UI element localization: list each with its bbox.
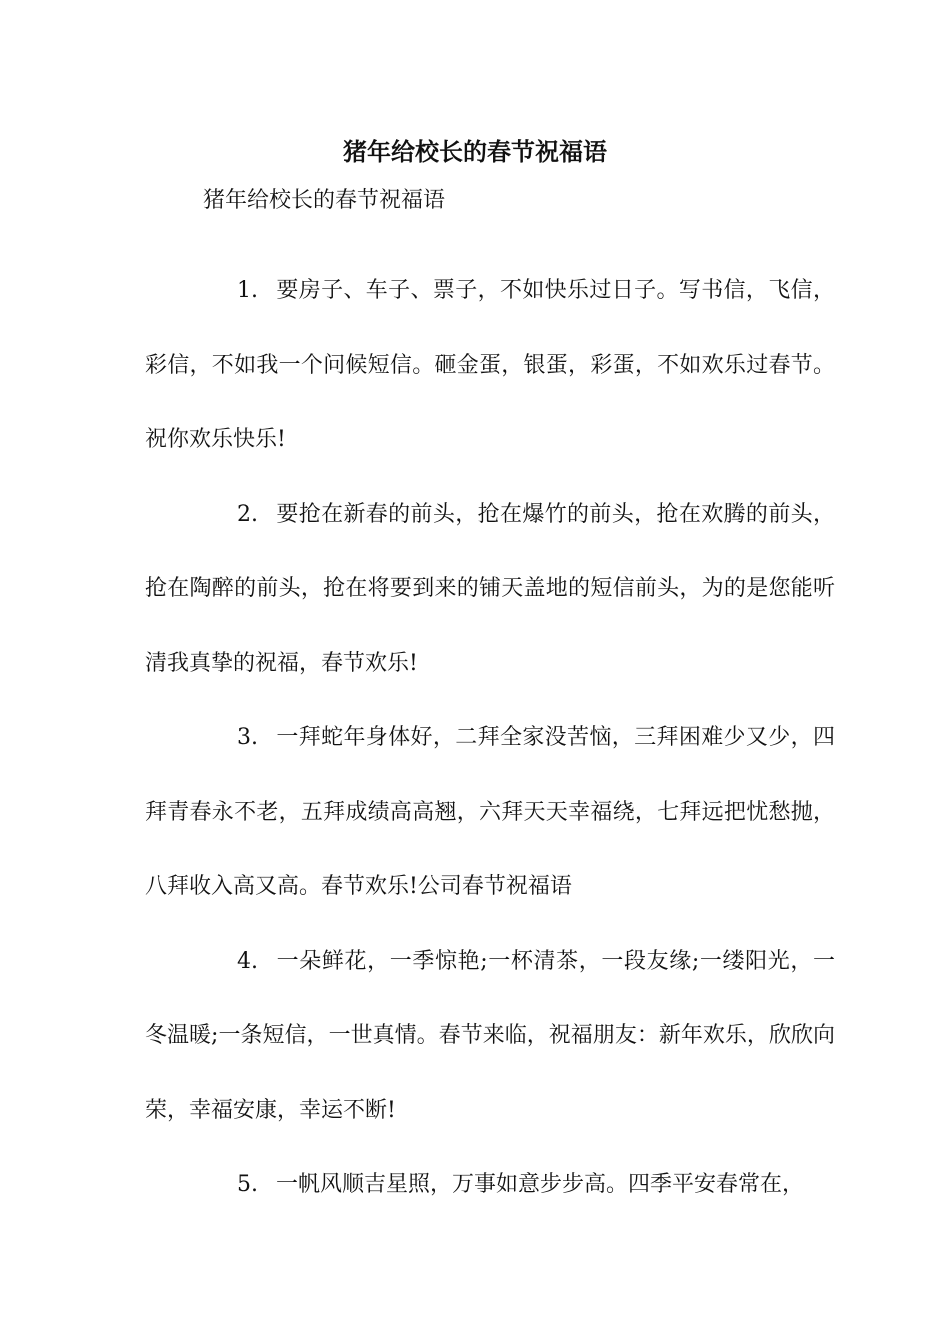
document-body [145, 254, 835, 1223]
paragraph-number: 3. [237, 725, 258, 750]
paragraph-number: 1. [237, 278, 258, 303]
paragraph-3 [145, 701, 835, 925]
paragraph-1 [145, 254, 835, 478]
paragraph-text: 一拜蛇年身体好，二拜全家没苦恼，三拜困难少又少，四拜青春永不老，五拜成绩高高翘，六拜天天幸福绕，七拜远把忧愁抛，八拜收入高又高。春节欢乐!公司春节祝福语 [145, 725, 835, 899]
document-title: 猪年给校长的春节祝福语 [343, 137, 607, 166]
document-subtitle: 猪年给校长的春节祝福语 [203, 188, 446, 213]
paragraph-text: 要抢在新春的前头，抢在爆竹的前头，抢在欢腾的前头，抢在陶醉的前头，抢在将要到来的铺天盖地的短信前头，为的是您能听清我真挚的祝福，春节欢乐! [145, 501, 835, 676]
paragraph-number: 4. [237, 948, 258, 974]
paragraph-number: 5. [237, 1172, 258, 1197]
paragraph-text: 要房子、车子、票子，不如快乐过日子。写书信，飞信，彩信，不如我一个问候短信。砸金蛋，银蛋，彩蛋，不如欢乐过春节。祝你欢乐快乐! [145, 278, 835, 452]
paragraph-number: 2. [237, 501, 258, 527]
paragraph-text: 一帆风顺吉星照，万事如意步步高。四季平安春常在， [276, 1172, 805, 1197]
paragraph-4 [145, 925, 835, 1149]
paragraph-2 [145, 478, 835, 702]
paragraph-text: 一朵鲜花，一季惊艳;一杯清茶，一段友缘;一缕阳光，一冬温暖;一条短信，一世真情。春节来临，祝福朋友：新年欢乐，欣欣向荣，幸福安康，幸运不断! [145, 948, 835, 1123]
paragraph-5 [145, 1148, 835, 1223]
